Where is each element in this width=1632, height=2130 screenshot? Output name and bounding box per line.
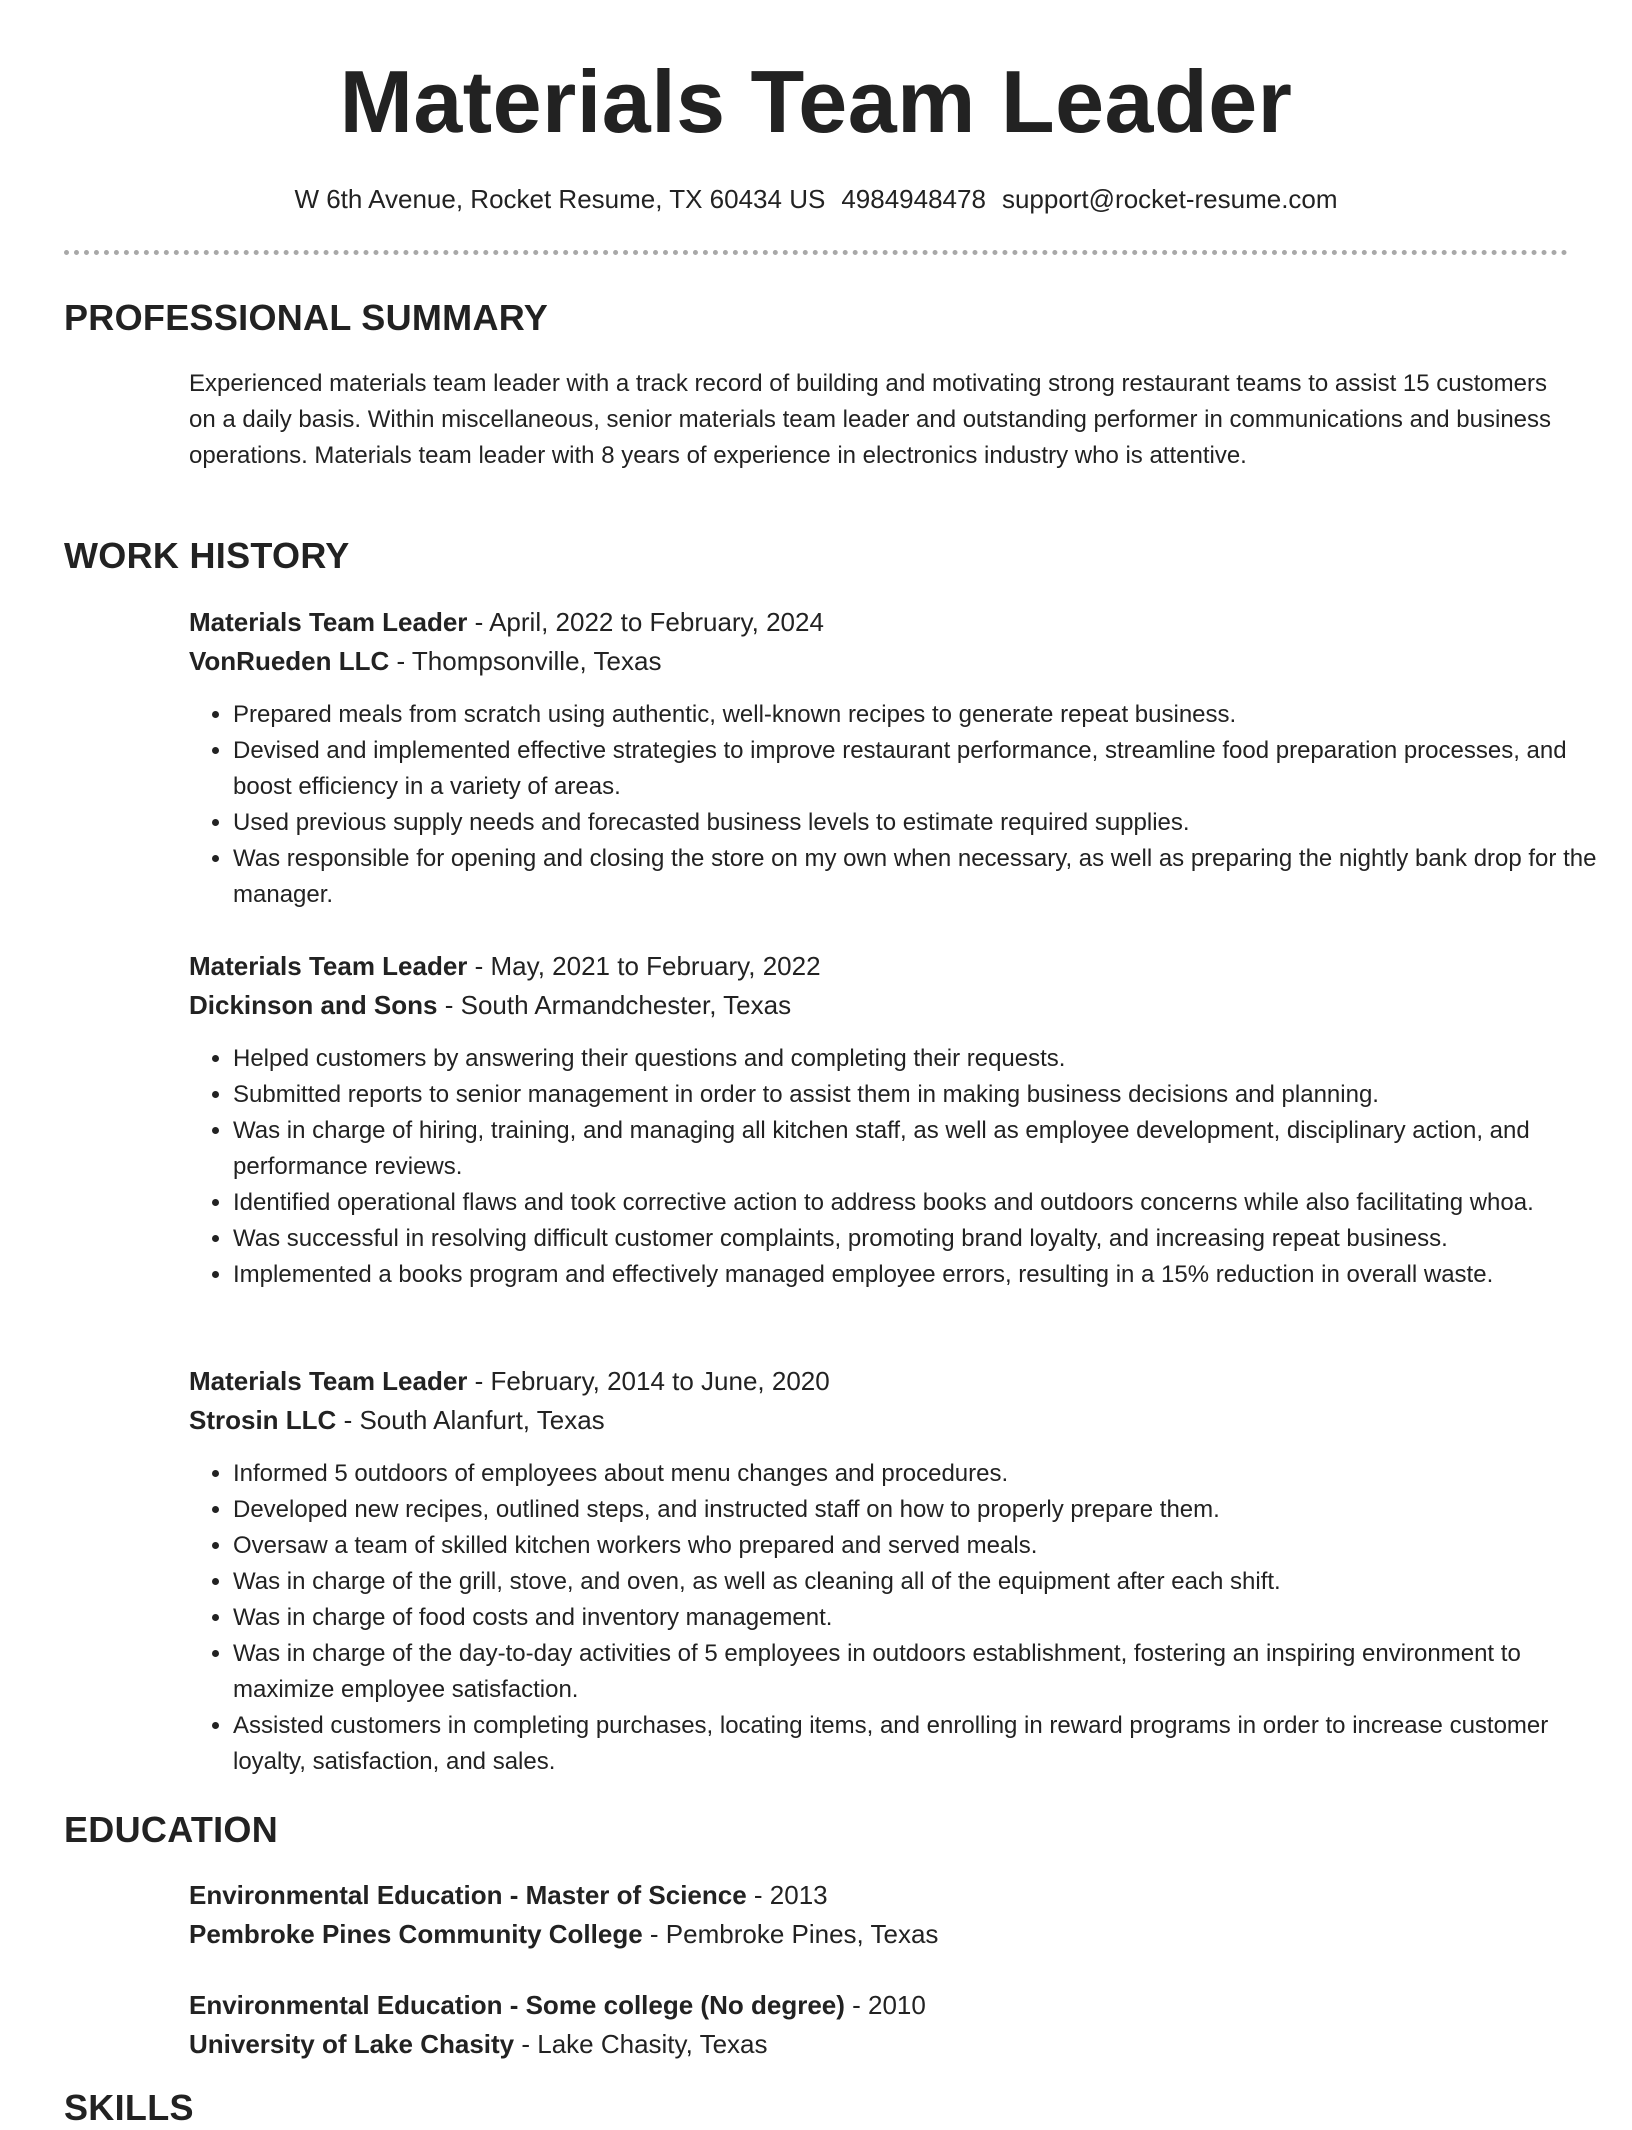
contact-email: support@rocket-resume.com [1001,184,1338,214]
job-company-line [189,642,1569,681]
job-bullet: • Developed new recipes, outlined steps, and instructed staff on how to properly prepare them. [233,1492,1613,1528]
job-company: Dickinson and Sons [189,990,438,1020]
education-school-line [189,1915,1569,1954]
job-bullet: • Helped customers by answering their questions and completing their requests. [233,1041,1613,1077]
job-bullet: • Was responsible for opening and closing the store on my own when necessary, as well as preparing the nightly bank drop for the manager. [233,841,1613,913]
job-dates: - May, 2021 to February, 2022 [467,951,821,981]
job-company-line [189,1401,1569,1440]
job-role: Materials Team Leader [189,951,468,981]
job-bullet: • Assisted customers in completing purchases, locating items, and enrolling in reward programs in order to increase customer loyalty, satisfaction, and sales. [233,1708,1613,1780]
contact-address: W 6th Avenue, Rocket Resume, TX 60434 US [294,184,826,214]
contact-line [0,182,1632,216]
education-location: - Pembroke Pines, Texas [642,1919,939,1949]
job-entry [189,603,1569,681]
job-bullet: • Informed 5 outdoors of employees about menu changes and procedures. [233,1456,1613,1492]
job-bullet: • Implemented a books program and effectively managed employee errors, resulting in a 15% reduction in overall waste. [233,1257,1613,1293]
education-degree: Environmental Education - Master of Science [189,1880,747,1910]
job-bullet: • Oversaw a team of skilled kitchen workers who prepared and served meals. [233,1528,1613,1564]
job-bullet: • Was in charge of food costs and inventory management. [233,1600,1613,1636]
header-divider [64,250,1568,255]
job-bullet: • Was in charge of the grill, stove, and oven, as well as cleaning all of the equipment after each shift. [233,1564,1613,1600]
education-degree-line [189,1986,1569,2025]
education-school: University of Lake Chasity [189,2029,515,2059]
education-year: - 2010 [844,1990,926,2020]
summary-text: Experienced materials team leader with a track record of building and motivating strong restaurant teams to assist 15 customers on a daily basis. Within miscellaneous, senior materials team leader and outstanding performer in communications and business operations. Materials team leader with 8 years of experience in electronics industry who is attentive. [189,370,1552,469]
job-bullet: • Devised and implemented effective strategies to improve restaurant performance, streamline food preparation processes, and boost efficiency in a variety of areas. [233,733,1613,805]
job-bullet: • Was successful in resolving difficult customer complaints, promoting brand loyalty, and increasing repeat business. [233,1221,1613,1257]
job-title-line [189,1362,1569,1401]
job-location: - South Armandchester, Texas [437,990,792,1020]
education-entry [189,1986,1569,2064]
job-company: Strosin LLC [189,1405,337,1435]
education-year: - 2013 [746,1880,828,1910]
job-entry [189,947,1569,1025]
job-bullet: • Was in charge of the day-to-day activities of 5 employees in outdoors establishment, fostering an inspiring environment to maximize employee satisfaction. [233,1636,1613,1708]
job-bullet: • Prepared meals from scratch using authentic, well-known recipes to generate repeat business. [233,697,1613,733]
job-bullet: • Was in charge of hiring, training, and managing all kitchen staff, as well as employee development, disciplinary action, and performance reviews. [233,1113,1613,1185]
job-bullet: • Submitted reports to senior management in order to assist them in making business decisions and planning. [233,1077,1613,1113]
job-title-line [189,947,1569,986]
job-role: Materials Team Leader [189,1366,468,1396]
education-degree-line [189,1876,1569,1915]
contact-phone: 4984948478 [841,184,986,214]
education-entry [189,1876,1569,1954]
candidate-name: Materials Team Leader [339,52,1293,151]
job-bullet: • Used previous supply needs and forecasted business levels to estimate required supplies. [233,805,1613,841]
education-heading: EDUCATION [64,1809,279,1850]
job-company: VonRueden LLC [189,646,390,676]
work-history-heading: WORK HISTORY [64,535,350,576]
education-school: Pembroke Pines Community College [189,1919,643,1949]
education-location: - Lake Chasity, Texas [514,2029,768,2059]
job-bullets [189,1456,1613,1780]
job-dates: - February, 2014 to June, 2020 [467,1366,830,1396]
job-bullets [189,1041,1613,1293]
job-dates: - April, 2022 to February, 2024 [467,607,824,637]
job-entry [189,1362,1569,1440]
education-school-line [189,2025,1569,2064]
education-degree: Environmental Education - Some college (No degree) [189,1990,845,2020]
skills-heading: SKILLS [64,2087,194,2128]
job-bullets [189,697,1613,913]
summary-heading: PROFESSIONAL SUMMARY [64,297,549,338]
job-title-line [189,603,1569,642]
job-role: Materials Team Leader [189,607,468,637]
job-location: - South Alanfurt, Texas [336,1405,605,1435]
job-company-line [189,986,1569,1025]
job-location: - Thompsonville, Texas [389,646,662,676]
job-bullet: • Identified operational flaws and took corrective action to address books and outdoors concerns while also facilitating whoa. [233,1185,1613,1221]
